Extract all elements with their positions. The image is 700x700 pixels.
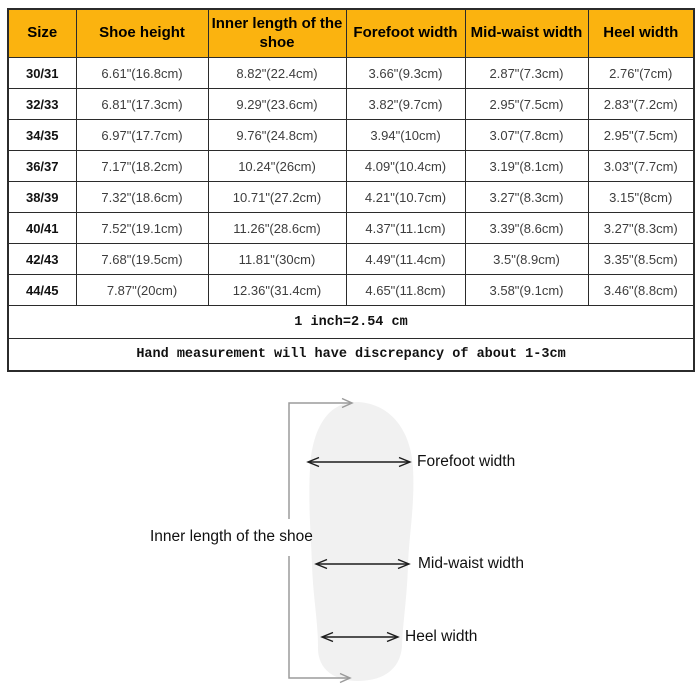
table-header-row [8, 9, 694, 58]
table-cell: 3.19"(8.1cm) [465, 151, 588, 182]
table-row [8, 244, 694, 275]
table-cell: 11.26"(28.6cm) [208, 213, 346, 244]
table-cell: 2.76"(7cm) [588, 58, 694, 89]
table-cell: 6.81"(17.3cm) [76, 89, 208, 120]
table-cell: 4.21"(10.7cm) [346, 182, 465, 213]
table-cell: 2.95"(7.5cm) [588, 120, 694, 151]
table-cell: 11.81"(30cm) [208, 244, 346, 275]
table-cell: 2.87"(7.3cm) [465, 58, 588, 89]
table-cell: 42/43 [8, 244, 76, 275]
table-cell: 3.94"(10cm) [346, 120, 465, 151]
size-chart-table [7, 8, 695, 372]
table-cell: 8.82"(22.4cm) [208, 58, 346, 89]
table-cell: 3.46"(8.8cm) [588, 275, 694, 306]
table-cell: 10.71"(27.2cm) [208, 182, 346, 213]
table-cell: 12.36"(31.4cm) [208, 275, 346, 306]
midwaist-width-label: Mid-waist width [418, 555, 524, 572]
inner-length-label: Inner length of the shoe [150, 528, 313, 545]
column-header-size: Size [8, 9, 76, 58]
column-header-midwaist-width: Mid-waist width [465, 9, 588, 58]
table-cell: 7.32"(18.6cm) [76, 182, 208, 213]
table-cell: 3.39"(8.6cm) [465, 213, 588, 244]
insole-diagram-canvas [0, 390, 700, 700]
table-row [8, 213, 694, 244]
note-row-measurement-disclaimer [8, 339, 694, 372]
table-cell: 3.5"(8.9cm) [465, 244, 588, 275]
table-cell: 3.27"(8.3cm) [588, 213, 694, 244]
forefoot-width-label: Forefoot width [417, 453, 516, 470]
column-header-inner-length: Inner length of the shoe [208, 9, 346, 58]
table-cell: 6.97"(17.7cm) [76, 120, 208, 151]
table-cell: 32/33 [8, 89, 76, 120]
table-cell: 10.24"(26cm) [208, 151, 346, 182]
table-row [8, 151, 694, 182]
table-cell: 30/31 [8, 58, 76, 89]
table-cell: 36/37 [8, 151, 76, 182]
table-cell: 4.49"(11.4cm) [346, 244, 465, 275]
table-cell: 3.35"(8.5cm) [588, 244, 694, 275]
table-cell: 3.27"(8.3cm) [465, 182, 588, 213]
table-cell: 2.95"(7.5cm) [465, 89, 588, 120]
table-cell: 38/39 [8, 182, 76, 213]
table-cell: 7.52"(19.1cm) [76, 213, 208, 244]
table-row [8, 89, 694, 120]
note-text: Hand measurement will have discrepancy of about 1-3cm [8, 339, 694, 372]
table-cell: 7.87"(20cm) [76, 275, 208, 306]
table-cell: 9.29"(23.6cm) [208, 89, 346, 120]
insole-shape [309, 402, 413, 681]
table-cell: 40/41 [8, 213, 76, 244]
table-row [8, 58, 694, 89]
table-cell: 9.76"(24.8cm) [208, 120, 346, 151]
table-cell: 3.82"(9.7cm) [346, 89, 465, 120]
table-row [8, 120, 694, 151]
table-row [8, 182, 694, 213]
table-cell: 3.03"(7.7cm) [588, 151, 694, 182]
table-cell: 7.68"(19.5cm) [76, 244, 208, 275]
column-header-forefoot-width: Forefoot width [346, 9, 465, 58]
table-cell: 3.07"(7.8cm) [465, 120, 588, 151]
insole-measurement-diagram [0, 390, 700, 700]
table-cell: 4.65"(11.8cm) [346, 275, 465, 306]
table-cell: 6.61"(16.8cm) [76, 58, 208, 89]
table-cell: 4.37"(11.1cm) [346, 213, 465, 244]
column-header-shoe-height: Shoe height [76, 9, 208, 58]
heel-width-label: Heel width [405, 628, 478, 645]
table-cell: 44/45 [8, 275, 76, 306]
note-row-inch-conversion [8, 306, 694, 339]
note-text: 1 inch=2.54 cm [8, 306, 694, 339]
table-cell: 34/35 [8, 120, 76, 151]
column-header-heel-width: Heel width [588, 9, 694, 58]
table-cell: 3.58"(9.1cm) [465, 275, 588, 306]
table-cell: 2.83"(7.2cm) [588, 89, 694, 120]
table-cell: 4.09"(10.4cm) [346, 151, 465, 182]
table-cell: 7.17"(18.2cm) [76, 151, 208, 182]
table-cell: 3.66"(9.3cm) [346, 58, 465, 89]
table-row [8, 275, 694, 306]
table-cell: 3.15"(8cm) [588, 182, 694, 213]
